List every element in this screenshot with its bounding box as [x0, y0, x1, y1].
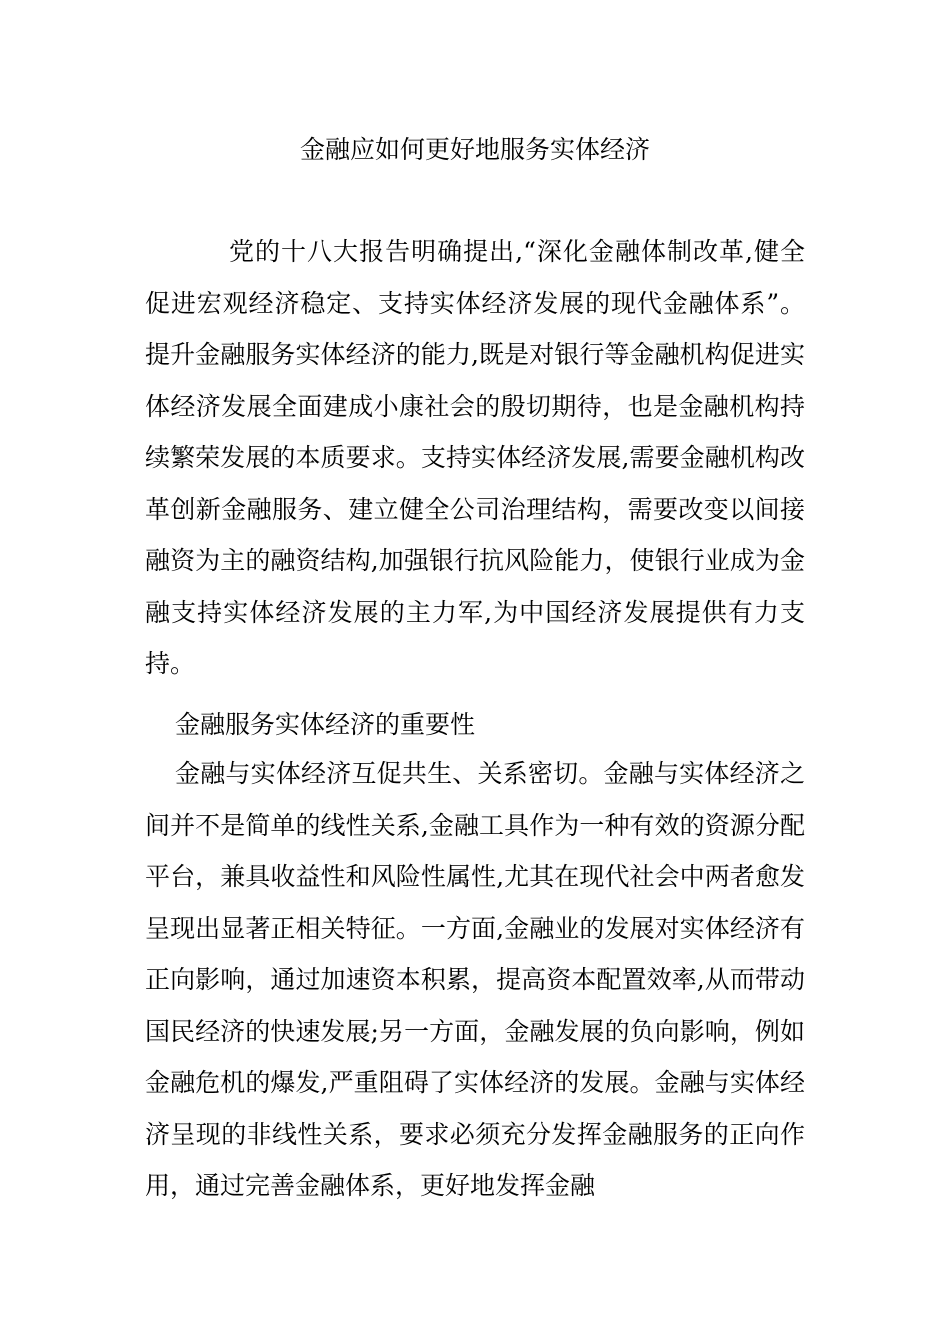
intro-paragraph: 党的十八大报告明确提出,“深化金融体制改革,健全促进宏观经济稳定、支持实体经济发展的现代金融体系”。提升金融服务实体经济的能力,既是对银行等金融机构促进实体经济发展全面建成小康社会的殷切期待，也是金融机构持续繁荣发展的本质要求。支持实体经济发展,需要金融机构改革创新金融服务、建立健全公司治理结构，需要改变以间接融资为主的融资结构,加强银行抗风险能力，使银行业成为金融支持实体经济发展的主力军,为中国经济发展提供有力支持。 [145, 237, 805, 678]
document-title: 金融应如何更好地服务实体经济 [299, 135, 650, 164]
section-paragraph: 金融与实体经济互促共生、关系密切。金融与实体经济之间并不是简单的线性关系,金融工具作为一种有效的资源分配平台，兼具收益性和风险性属性,尤其在现代社会中两者愈发呈现出显著正相关特征。一方面,金融业的发展对实体经济有正向影响，通过加速资本积累，提高资本配置效率,从而带动国民经济的快速发展;另一方面，金融发展的负向影响，例如金融危机的爆发,严重阻碍了实体经济的发展。金融与实体经济呈现的非线性关系，要求必须充分发挥金融服务的正向作用，通过完善金融体系，更好地发挥金融 [145, 759, 805, 1200]
section-heading: 金融服务实体经济的重要性 [175, 710, 476, 739]
